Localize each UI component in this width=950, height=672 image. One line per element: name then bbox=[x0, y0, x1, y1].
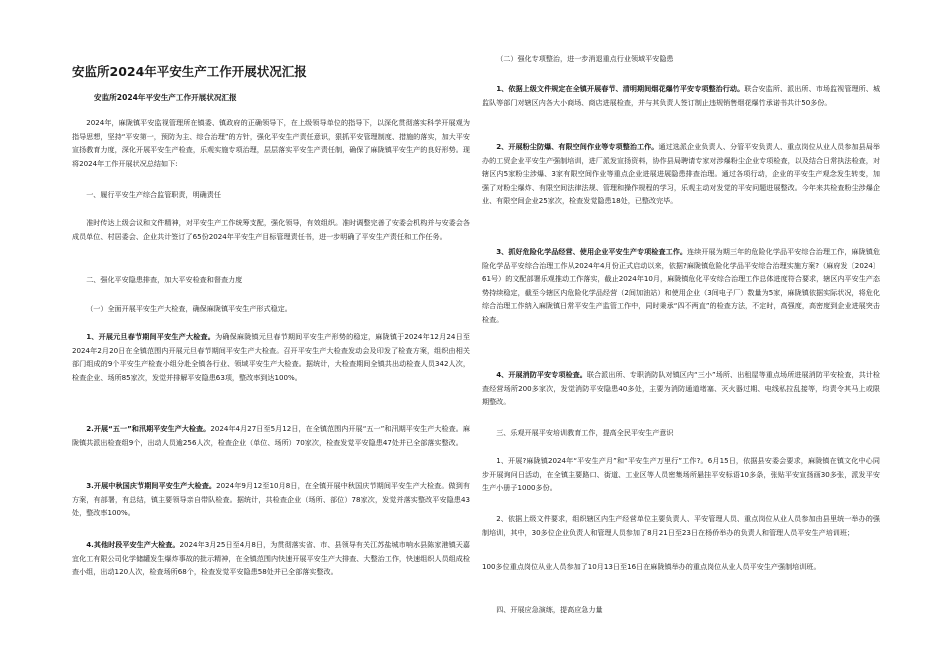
left-para-0 bbox=[72, 116, 470, 170]
right-para-6 bbox=[482, 454, 880, 495]
para-text: 2024年4月27日至5月12日，在全镇范围内开展“五一”和汛期平安生产大检查。麻陇镇共派出检查组9个，出动人员逾256人次，检查企业（单位、场所）70家次，检查发觉平安隐患47处并已全部落实整改。 bbox=[72, 424, 470, 447]
section-heading-2 bbox=[72, 273, 470, 287]
para-text: 联合派出所、专职消防队对镇区内“三小”场所、出租屋等重点场所进展消防平安检查，共计检查经营场所200多家次，发觉消防平安隐患40多处，主要为消防通道堵塞、灭火器过期、电线私拉乱接等，均责令其马上或限期整改。 bbox=[482, 370, 880, 406]
para-text: 二、强化平安隐患排查，加大平安检查和督查力度 bbox=[86, 275, 243, 284]
para-text: 通过选派企业负责人、分管平安负责人、重点岗位从业人员参加县局举办的工贸企业平安生产强制培训，进厂派发宣扬资料，协作县局聘请专家对涉爆粉尘企业专项检查，以及结合日常执法检查，对辖区内5家粉尘涉爆、3家有限空间作业等重点企业进展进展隐患排查治理。通过各项行动，企业的平安生产观念发生转变，加强了对粉尘爆炸、有限空间法律法规、管理和操作规程的学习，乐观主动对发觉的平安问题进展整改。今年来共检查粉尘涉爆企业、有限空间企业25家次，检查发觉隐患18处，已整改完毕。 bbox=[482, 142, 881, 205]
para-text: 一、履行平安生产综合监管职责，明确责任 bbox=[86, 190, 221, 199]
para-text: 2024年9月12至10月8日，在全镇开展中秋国庆节期间平安生产大检查。做到有方案，有部署，有总结，镇主要领导亲自带队检查。据统计，共检查企业（场所、部位）78家次，发觉并落实整改平安隐患43处，整改率100%。 bbox=[72, 481, 470, 517]
para-head: 2、开展粉尘防爆、有限空间作业等专项整治工作。 bbox=[496, 142, 659, 151]
para-head: 3、抓好危险化学品经营、使用企业平安生产专项检查工作。 bbox=[496, 247, 688, 256]
para-head: 3.开展中秋国庆节期间平安生产大检查。 bbox=[86, 481, 217, 490]
left-para-8 bbox=[72, 538, 470, 579]
para-text: 2024年3月25日至4月8日，为贯彻落实省、市、县领导有关江苏盐城市响水县陈家港镇天嘉宜化工有限公司化学储罐发生爆炸事故的批示精神，在全镇范围内快速开展平安生产大排查、大整治工作，快速组织人员组成检查小组，出动120人次，检查场所68个，检查发觉平安隐患58处并已全部落实整改。 bbox=[72, 540, 470, 576]
subsection-heading-1 bbox=[72, 302, 470, 316]
right-para-8 bbox=[482, 560, 880, 574]
right-para-7 bbox=[482, 512, 880, 539]
para-text: 联合安监所、派出所、市场监视管理所、城监队等部门对辖区内各大小商场、商店进展检查，并与其负责人签订制止违规销售烟花爆竹承诺书共计50多份。 bbox=[482, 84, 881, 107]
para-head: 1、开展元旦春节期间平安生产大检查。 bbox=[86, 332, 216, 341]
section-heading-4 bbox=[482, 603, 880, 617]
doc-title: 安监所2024年平安生产工作开展状况汇报 bbox=[72, 64, 307, 79]
para-text: 100多位重点岗位从业人员参加了10月13日至16日在麻陇镇举办的重点岗位从业人员平安生产强制培训班。 bbox=[482, 562, 821, 571]
section-heading-3 bbox=[482, 426, 880, 440]
para-text: 2、依据上级文件要求，组织辖区内生产经营单位主要负责人、平安管理人员、重点岗位从业人员参加由县里统一举办的强制培训，其中，30多位企业负责人和管理人员参加了8月21日至23日在杨侨举办的负责人和管理人员平安生产培训班； bbox=[482, 514, 880, 537]
right-para-1 bbox=[482, 82, 880, 109]
left-para-5 bbox=[72, 330, 470, 384]
left-para-7 bbox=[72, 479, 470, 520]
right-para-4 bbox=[482, 368, 880, 409]
para-text: 准时传达上级会议和文件精神，对平安生产工作统筹支配，强化领导，有效组织。准时调整完善了安委会机构并与安委会各成员单位、村居委会、企业共计签订了65份2024年平安生产目标管理责任书，进一步明确了平安生产责任和工作任务。 bbox=[72, 218, 470, 241]
para-text: 三、乐观开展平安培训教育工作，提高全民平安生产意识 bbox=[496, 428, 674, 437]
section-heading-1 bbox=[72, 188, 470, 202]
para-text: （二）强化专项整治，进一步消退重点行业领域平安隐患 bbox=[496, 54, 674, 63]
para-text: 2024年，麻陇镇平安监视管理所在镇委、镇政府的正确领导下，在上级领导单位的指导下，以深化贯彻落实科学开展观为指导思想，坚持“平安第一，预防为主、综合治理”的方针，强化平安生产责任意识，狠抓平安管理制度、措施的落实，加大平安宣扬教育力度，深化开展平安生产检查，乐观实施专项治理，层层落实平安生产责任制，确保了麻陇镇平安生产的良好形势。现将2024年工作开展状况总结如下: bbox=[72, 118, 470, 168]
para-text: 四、开展应急演练，提高应急力量 bbox=[496, 605, 603, 614]
para-head: 4.其他时段平安生产大检查。 bbox=[86, 540, 180, 549]
right-para-3 bbox=[482, 245, 880, 326]
para-text: 为确保麻陇镇元旦春节期间平安生产形势的稳定，麻陇镇于2024年12月24日至2024年2月20日在全镇范围内开展元旦春节期间平安生产大检查。召开平安生产大检查发动会及印发了检查方案，组织由相关部门组成的9个平安生产检查小组分赴全镇各行业、领域平安生产大检查。据统计，大检查期间全镇共出动检查人员342人次，检查企业、场所85家次，发觉并排解平安隐患63项，整改率到达100%。 bbox=[72, 332, 471, 382]
doc-subtitle: 安监所2024年平安生产工作开展状况汇报 bbox=[94, 93, 237, 102]
para-text: 1、开展?麻陇镇2024年“平安生产月”和“平安生产万里行”工作?。6月15日，依据县安委会要求，麻陇镇在镇文化中心同步开展询问日活动，在全镇主要路口、街道、工业区等人员密集场所悬挂平安标语10多条，张贴平安宣扬画30多张，派发平安生产小册子1000多份。 bbox=[482, 456, 880, 492]
para-head: 2.开展“五一”和汛期平安生产大检查。 bbox=[86, 424, 211, 433]
para-head: 1、依据上级文件规定在全镇开展春节、清明期间烟花爆竹平安专项整治行动。 bbox=[496, 84, 745, 93]
left-para-6 bbox=[72, 422, 470, 449]
right-para-2 bbox=[482, 140, 880, 208]
para-text: 连续开展为期三年的危险化学品平安综合治理工作，麻陇镇危险化学品平安综合治理工作从2024年4月份正式启动以来，依据?麻陇镇危险化学品平安综合治理实施方案?（麻府发〔2024〕61号）的文配部署乐观推动工作落实，截止2024年10月，麻陇镇危化平安综合治理工作总体进度符合要求，辖区内平安生产态势持续稳定，截至今辖区内危险化学品经营（2间加油站）和使用企业（3间电子厂）数量为5家，麻陇镇依据实际状况，将危化综合治理工作纳入麻陇镇日常平安生产监管工作中，同时秉承“四不两直”的检查方法，不定时，高强度，高密度到企业进展突击检查。 bbox=[482, 247, 881, 324]
subsection-heading-2 bbox=[482, 52, 880, 66]
para-head: 4、开展消防平安专项检查。 bbox=[496, 370, 587, 379]
left-para-2 bbox=[72, 216, 470, 243]
para-text: （一）全面开展平安生产大检查，确保麻陇镇平安生产形式稳定。 bbox=[86, 304, 292, 313]
